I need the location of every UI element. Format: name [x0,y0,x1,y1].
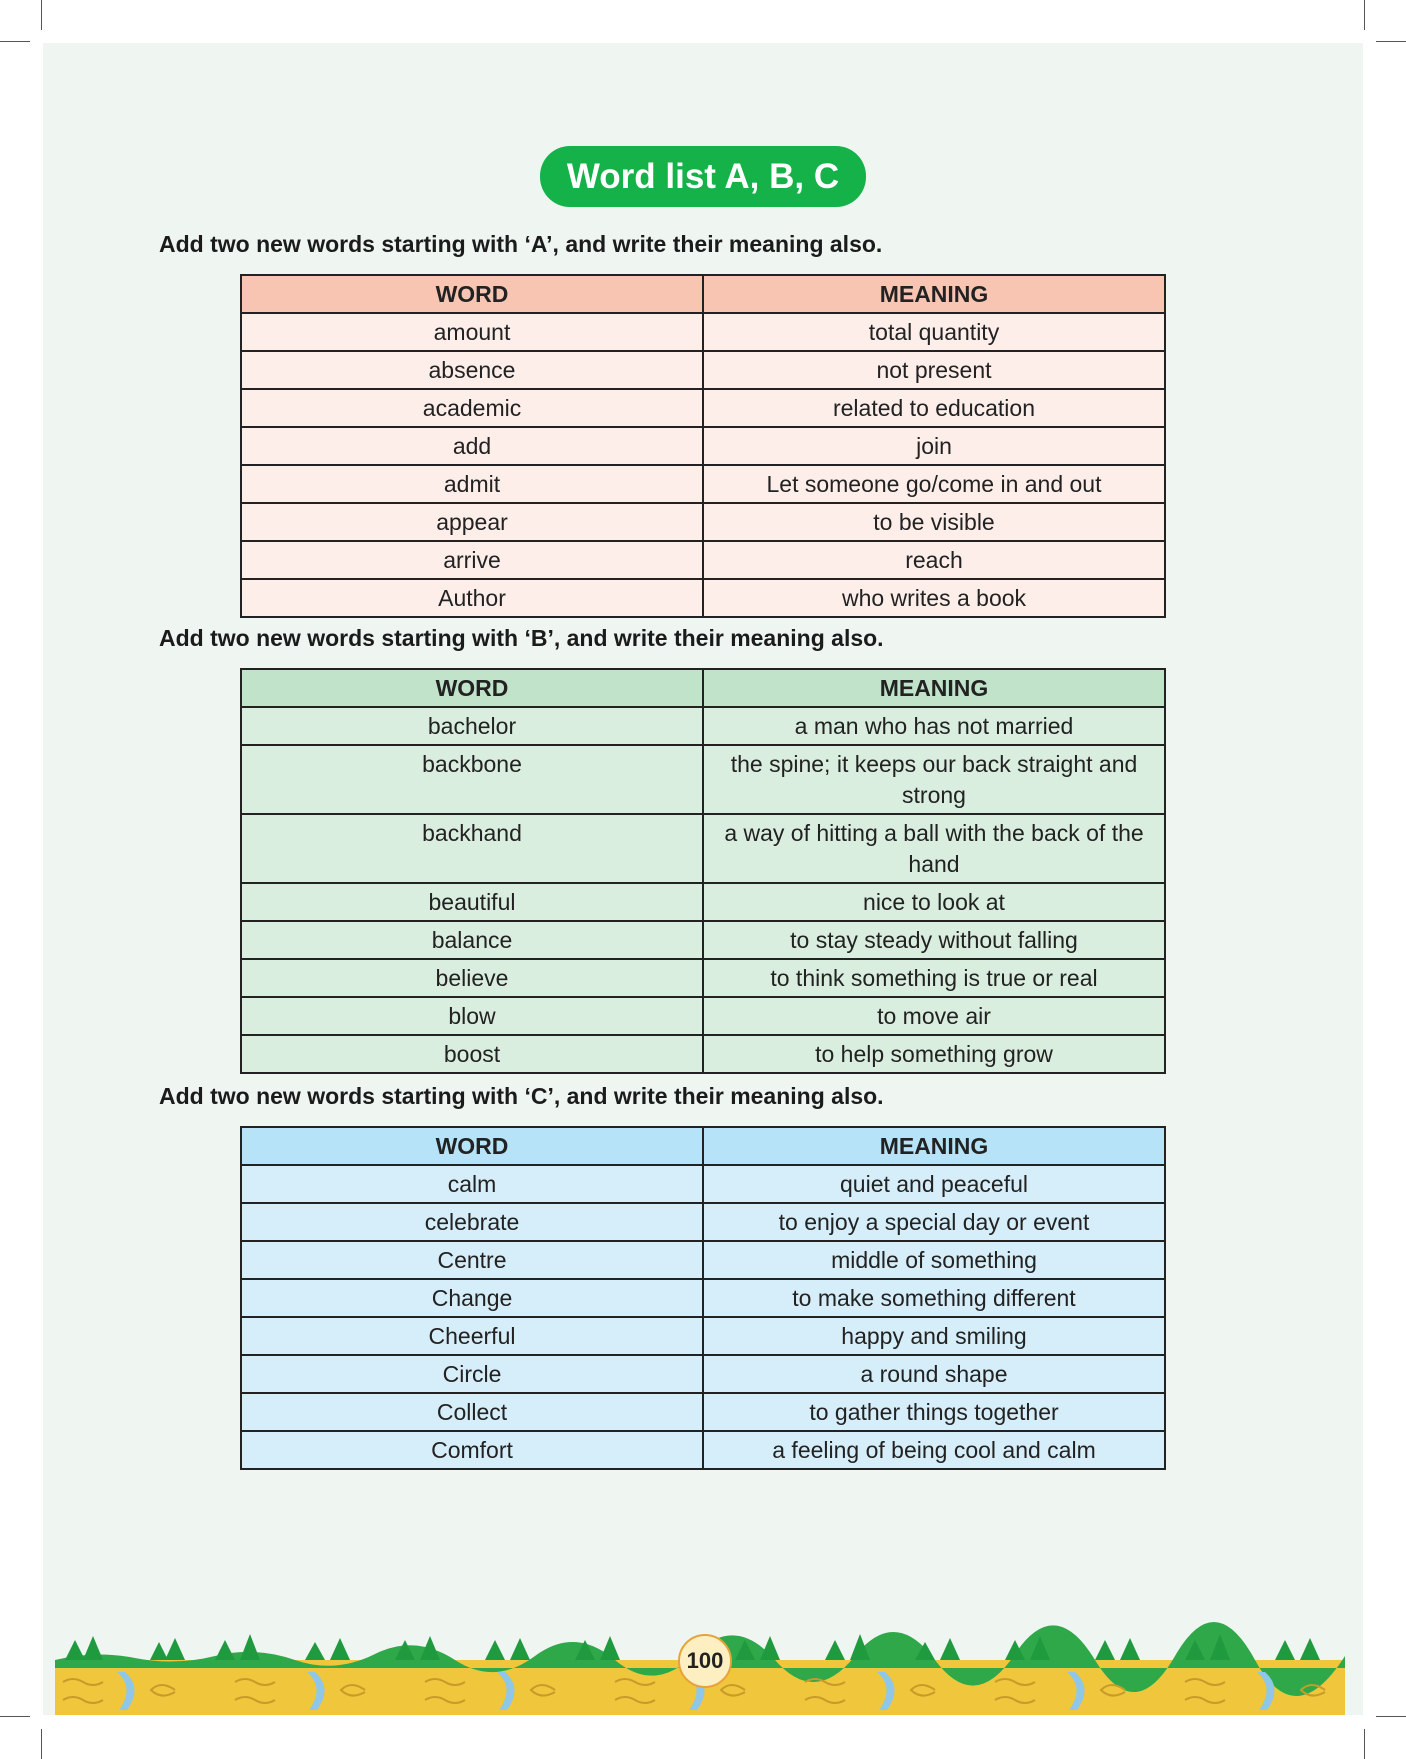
table-row [241,1203,1165,1241]
table-row [241,1355,1165,1393]
column-header-word: WORD [241,275,703,313]
word-cell: Cheerful [241,1317,703,1355]
table-row [241,579,1165,617]
column-header-word: WORD [241,1127,703,1165]
crop-mark [0,41,30,42]
table-row [241,389,1165,427]
table-row [241,541,1165,579]
table-row [241,1035,1165,1073]
word-cell: academic [241,389,703,427]
word-cell: Collect [241,1393,703,1431]
table-row [241,997,1165,1035]
table-row [241,1279,1165,1317]
table-row [241,1393,1165,1431]
table-row [241,1317,1165,1355]
table-row [241,707,1165,745]
column-header-meaning: MEANING [703,669,1165,707]
meaning-cell: who writes a book [703,579,1165,617]
meaning-cell: to be visible [703,503,1165,541]
table-row [241,745,1165,814]
word-cell: amount [241,313,703,351]
table-row [241,503,1165,541]
word-cell: calm [241,1165,703,1203]
crop-mark [1376,41,1406,42]
instruction-a: Add two new words starting with ‘A’, and write their meaning also. [159,231,883,257]
meaning-cell: a feeling of being cool and calm [703,1431,1165,1469]
meaning-cell: to gather things together [703,1393,1165,1431]
table-row [241,959,1165,997]
meaning-cell: middle of something [703,1241,1165,1279]
table-row [241,814,1165,883]
word-cell: Change [241,1279,703,1317]
meaning-cell: a way of hitting a ball with the back of the hand [703,814,1165,883]
column-header-meaning: MEANING [703,1127,1165,1165]
word-cell: Comfort [241,1431,703,1469]
meaning-cell: related to education [703,389,1165,427]
table-row [241,883,1165,921]
table-row [241,1431,1165,1469]
word-cell: bachelor [241,707,703,745]
meaning-cell: to enjoy a special day or event [703,1203,1165,1241]
meaning-cell: the spine; it keeps our back straight and strong [703,745,1165,814]
table-row [241,1241,1165,1279]
word-cell: absence [241,351,703,389]
word-cell: backhand [241,814,703,883]
word-cell: Circle [241,1355,703,1393]
meaning-cell: reach [703,541,1165,579]
column-header-meaning: MEANING [703,275,1165,313]
table-row [241,921,1165,959]
column-header-word: WORD [241,669,703,707]
word-cell: believe [241,959,703,997]
crop-mark [0,1716,30,1717]
table-header-row [241,669,1165,707]
meaning-cell: a round shape [703,1355,1165,1393]
table-header-row [241,1127,1165,1165]
meaning-cell: happy and smiling [703,1317,1165,1355]
crop-mark [1376,1716,1406,1717]
meaning-cell: not present [703,351,1165,389]
meaning-cell: to make something different [703,1279,1165,1317]
word-cell: admit [241,465,703,503]
worksheet-page [43,43,1363,1715]
word-cell: backbone [241,745,703,814]
word-cell: add [241,427,703,465]
word-cell: Author [241,579,703,617]
table-row [241,313,1165,351]
meaning-cell: join [703,427,1165,465]
meaning-cell: total quantity [703,313,1165,351]
word-cell: balance [241,921,703,959]
crop-mark [1364,0,1365,30]
meaning-cell: to help something grow [703,1035,1165,1073]
word-cell: Centre [241,1241,703,1279]
table-row [241,1165,1165,1203]
page-number: 100 [678,1634,732,1688]
meaning-cell: quiet and peaceful [703,1165,1165,1203]
instruction-c: Add two new words starting with ‘C’, and write their meaning also. [159,1083,884,1109]
page-title: Word list A, B, C [540,146,866,207]
instruction-b: Add two new words starting with ‘B’, and write their meaning also. [159,625,884,651]
word-table-c [240,1126,1166,1470]
crop-mark [1364,1729,1365,1759]
meaning-cell: nice to look at [703,883,1165,921]
table-row [241,465,1165,503]
table-row [241,427,1165,465]
word-table-b [240,668,1166,1074]
word-cell: beautiful [241,883,703,921]
word-cell: arrive [241,541,703,579]
meaning-cell: to stay steady without falling [703,921,1165,959]
word-cell: boost [241,1035,703,1073]
meaning-cell: Let someone go/come in and out [703,465,1165,503]
meaning-cell: to move air [703,997,1165,1035]
table-header-row [241,275,1165,313]
word-cell: appear [241,503,703,541]
table-row [241,351,1165,389]
meaning-cell: a man who has not married [703,707,1165,745]
crop-mark [41,1729,42,1759]
meaning-cell: to think something is true or real [703,959,1165,997]
word-table-a [240,274,1166,618]
crop-mark [41,0,42,30]
word-cell: celebrate [241,1203,703,1241]
word-cell: blow [241,997,703,1035]
